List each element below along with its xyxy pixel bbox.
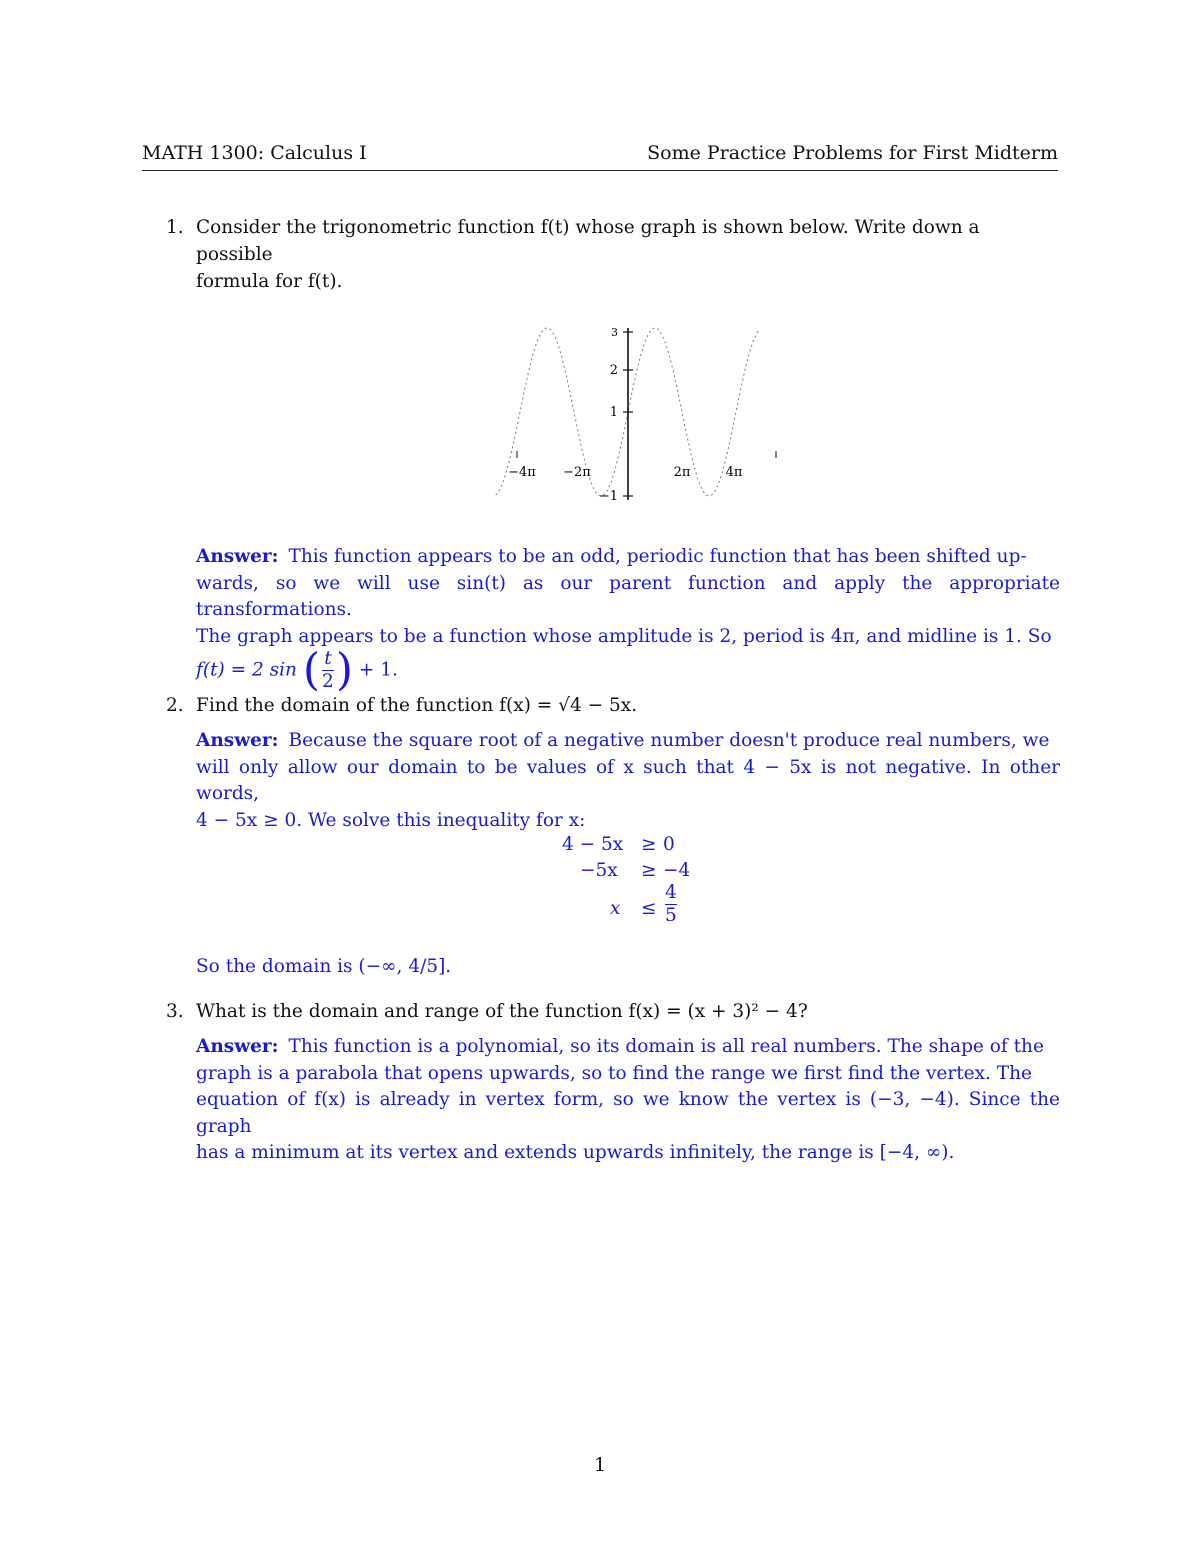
problem-text-line: formula for f(t). <box>196 271 343 292</box>
problem-text <box>196 214 1060 295</box>
answer-line: equation of f(x) is already in vertex form, so we know the vertex is (−3, −4). Since the graph <box>196 1089 1060 1137</box>
formula-lhs: f(t) = 2 sin <box>196 659 297 681</box>
fraction-numerator: 4 <box>665 882 677 903</box>
page-header <box>142 140 1058 171</box>
inequality-lhs: 4 − 5x <box>562 834 624 855</box>
y-tick-label: 3 <box>611 326 618 339</box>
answer-line <box>196 728 1060 755</box>
x-tick-label: 2π <box>673 465 691 480</box>
answer-line <box>196 544 1060 571</box>
answer-text: This function appears to be an odd, periodic function that has been shifted up- <box>288 546 1027 567</box>
problem-number: 3. <box>166 1001 184 1022</box>
answer-label: Answer: <box>196 730 279 751</box>
left-paren: ( <box>302 644 321 696</box>
course-title: MATH 1300: Calculus I <box>142 142 367 164</box>
page-number: 1 <box>593 1454 607 1476</box>
inequality-row <box>562 834 623 855</box>
answer-3 <box>196 1034 1060 1167</box>
answer-line: graph is a parabola that opens upwards, so to find the range we first find the vertex. The <box>196 1062 1032 1084</box>
problem-3 <box>166 998 1060 1025</box>
answer-1 <box>196 544 1060 696</box>
answer-line: The graph appears to be a function whose amplitude is 2, period is 4π, and midline is 1. So <box>196 625 1052 647</box>
fraction <box>322 648 334 693</box>
inequality-lhs: −5x <box>580 860 618 881</box>
y-tick-label: −1 <box>598 489 618 504</box>
inequality-relation: ≤ <box>641 898 657 919</box>
problem-text: Find the domain of the function f(x) = √4 − 5x. <box>196 695 638 716</box>
problem-2 <box>166 692 1060 719</box>
answer-2 <box>196 728 1060 834</box>
document-title: Some Practice Problems for First Midterm <box>647 142 1058 164</box>
answer-line: 4 − 5x ≥ 0. We solve this inequality for x: <box>196 809 586 831</box>
problem-text-line: Consider the trigonometric function f(t) whose graph is shown below. Write down a possible <box>196 217 980 265</box>
answer-label: Answer: <box>196 1036 279 1057</box>
answer-line: wards, so we will use sin(t) as our parent function and apply the appropriate transformations. <box>196 572 1060 620</box>
inequality-rhs: 0 <box>663 834 675 855</box>
answer-line: will only allow our domain to be values of x such that 4 − 5x is not negative. In other words, <box>196 756 1060 804</box>
inequality-lhs: x <box>610 898 621 919</box>
answer-formula <box>196 644 1060 696</box>
fraction-denominator: 5 <box>665 905 677 926</box>
answer-text: Because the square root of a negative number doesn't produce real numbers, we <box>288 730 1050 751</box>
fraction-numerator: t <box>324 648 332 669</box>
x-tick-label: 4π <box>725 465 743 480</box>
sine-graph <box>480 318 780 508</box>
answer-2-conclusion: So the domain is (−∞, 4/5]. <box>196 956 452 977</box>
inequality-relation: ≥ <box>641 834 657 855</box>
problem-1 <box>166 214 1060 295</box>
y-tick-label: 2 <box>609 363 618 378</box>
problem-number: 2. <box>166 695 184 716</box>
inequality-rhs-fraction <box>663 882 679 927</box>
problem-text: What is the domain and range of the function f(x) = (x + 3)² − 4? <box>196 1001 808 1022</box>
y-tick-label: 1 <box>609 405 618 420</box>
problem-number: 1. <box>166 217 184 238</box>
right-paren: ) <box>335 644 353 696</box>
fraction <box>665 882 677 927</box>
fraction-denominator: 2 <box>322 671 334 692</box>
formula-rhs: + 1. <box>358 659 398 681</box>
x-tick-label: −2π <box>563 465 591 480</box>
x-tick-label: −4π <box>508 465 536 480</box>
answer-line <box>196 1034 1060 1061</box>
inequality-rhs: −4 <box>663 860 691 881</box>
answer-text: This function is a polynomial, so its domain is all real numbers. The shape of the <box>288 1036 1044 1057</box>
answer-line: has a minimum at its vertex and extends upwards infinitely, the range is [−4, ∞). <box>196 1142 955 1163</box>
answer-label: Answer: <box>196 546 279 567</box>
inequality-relation: ≥ <box>641 860 657 881</box>
